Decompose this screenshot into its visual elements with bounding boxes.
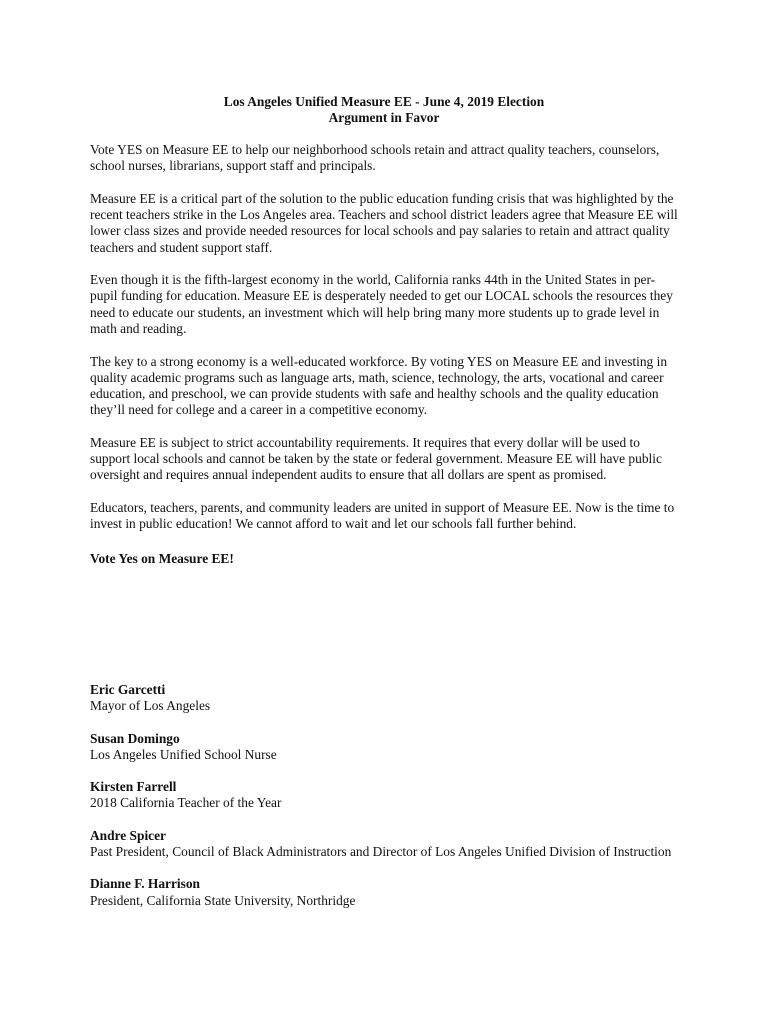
signer-title: Mayor of Los Angeles <box>90 698 211 714</box>
signer <box>90 731 690 763</box>
closing-statement: Vote Yes on Measure EE! <box>90 551 234 566</box>
signer-title: President, California State University, Northridge <box>90 892 356 908</box>
signer-name: Andre Spicer <box>90 827 167 843</box>
signer <box>90 682 690 714</box>
signer <box>90 876 690 908</box>
signer-name: Susan Domingo <box>90 730 180 746</box>
signer <box>90 828 690 860</box>
signer-title: Past President, Council of Black Administrators and Director of Los Angeles Unified Division of Instruction <box>90 843 672 859</box>
signer <box>90 779 690 811</box>
document-header <box>0 94 768 126</box>
argument-body <box>90 142 680 549</box>
paragraph: Measure EE is subject to strict accountability requirements. It requires that every dollar will be used to support local schools and cannot be taken by the state or federal government. Measure EE will have public oversight and requires annual independent audits to ensure that all dollars are spent as promised. <box>90 434 662 483</box>
signer-name: Eric Garcetti <box>90 682 166 697</box>
paragraph: Vote YES on Measure EE to help our neighborhood schools retain and attract quality teachers, counselors, school nurses, librarians, support staff and principals. <box>90 142 660 174</box>
paragraph: Educators, teachers, parents, and community leaders are united in support of Measure EE. Now is the time to invest in public education! We cannot afford to wait and let our schools fall further behind. <box>90 499 675 532</box>
paragraph: Measure EE is a critical part of the solution to the public education funding crisis that was highlighted by the recent teachers strike in the Los Angeles area. Teachers and school district leaders agree that Measure EE will lower class sizes and provide needed resources for local schools and pay salaries to retain and attract quality teachers and student support staff. <box>90 190 678 255</box>
signer-title: Los Angeles Unified School Nurse <box>90 746 277 762</box>
document-subtitle: Argument in Favor <box>328 110 440 125</box>
paragraph: The key to a strong economy is a well-educated workforce. By voting YES on Measure EE and investing in quality academic programs such as language arts, math, science, technology, the arts, vocational and career education, and preschool, we can provide students with safe and healthy schools and the quality education they’ll need for college and a career in a competitive economy. <box>90 353 668 418</box>
signers-list <box>90 682 690 925</box>
paragraph: Even though it is the fifth-largest economy in the world, California ranks 44th in the United States in per-pupil funding for education. Measure EE is desperately needed to get our LOCAL schools the resources they need to educate our students, an investment which will help bring many more students up to grade level in math and reading. <box>90 272 673 336</box>
signer-name: Dianne F. Harrison <box>90 876 200 892</box>
signer-title: 2018 California Teacher of the Year <box>90 795 282 811</box>
signer-name: Kirsten Farrell <box>90 779 177 795</box>
document-title: Los Angeles Unified Measure EE - June 4, 2019 Election <box>223 94 545 109</box>
